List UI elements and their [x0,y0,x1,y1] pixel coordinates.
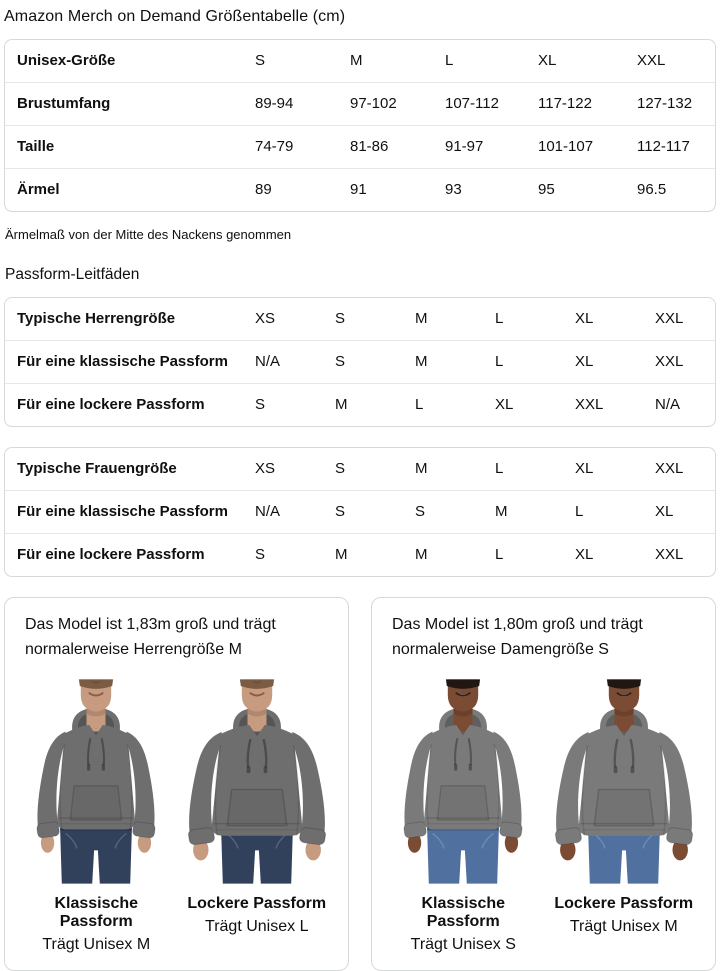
female-loose-fit [547,674,702,954]
fit-label: Klassische Passform [421,894,506,930]
size-cell: S [255,383,335,426]
table-row-sleeve [5,168,715,211]
row-label: Für eine klassische Passform [5,340,255,383]
size-cell: L [575,490,655,533]
wears-size-label: Trägt Unisex L [205,917,309,935]
size-cell: XL [575,340,655,383]
value-cell: 89 [255,168,350,211]
size-cell: L [415,383,495,426]
value-cell: 89-94 [255,82,350,125]
row-label: Typische Herrengröße [17,310,176,327]
table-row-unisex-size [5,40,715,82]
male-model-card [4,597,349,971]
size-cell: S [255,52,266,69]
size-cell: XS [255,310,276,327]
size-cell: M [495,490,575,533]
size-cell: XXL [655,460,684,477]
size-cell: XXL [637,52,666,69]
value-cell: 81-86 [350,125,445,168]
value-cell: 93 [445,168,538,211]
size-cell: S [335,460,346,477]
row-label: Taille [5,125,255,168]
table-row-loose-fit [5,383,715,426]
fit-label: Lockere Passform [187,894,327,912]
size-cell: L [495,310,504,327]
row-label: Für eine lockere Passform [5,533,255,576]
value-cell: 91 [350,168,445,211]
size-cell: S [255,533,335,576]
fit-guides-heading: Passform-Leitfäden [5,266,140,283]
size-cell: L [495,460,504,477]
sleeve-measure-note: Ärmelmaß von der Mitte des Nackens genommen [5,227,292,242]
wears-size-label: Trägt Unisex S [410,935,516,953]
value-cell: 117-122 [538,82,637,125]
size-cell: M [350,52,363,69]
size-cell: XXL [575,383,655,426]
male-classic-fit [19,674,174,954]
page-title: Amazon Merch on Demand Größentabelle (cm) [4,8,346,25]
size-cell: M [415,310,428,327]
table-row-typical-mens-size [5,298,715,340]
size-cell: N/A [255,340,335,383]
size-cell: XL [655,490,715,533]
size-cell: S [415,490,495,533]
row-label: Unisex-Größe [17,52,116,69]
size-cell: S [335,490,415,533]
female-classic-fit [386,674,541,954]
fit-label: Klassische Passform [54,894,139,930]
wears-size-label: Trägt Unisex M [42,935,151,953]
value-cell: 127-132 [637,82,715,125]
value-cell: 74-79 [255,125,350,168]
size-cell: XL [495,383,575,426]
wears-size-label: Trägt Unisex M [569,917,678,935]
size-cell: XL [575,310,594,327]
size-cell: XXL [655,310,684,327]
table-row-chest [5,82,715,125]
size-cell: M [415,460,428,477]
unisex-size-table [4,39,716,212]
row-label: Brustumfang [5,82,255,125]
size-cell: XL [538,52,557,69]
male-loose-fit-photo [181,674,333,889]
female-classic-fit-photo [387,674,539,889]
size-cell: XXL [655,533,715,576]
model-cards [4,597,716,971]
size-cell: L [445,52,454,69]
size-cell: M [335,533,415,576]
size-cell: M [415,533,495,576]
fit-label: Lockere Passform [554,894,694,912]
table-row-waist [5,125,715,168]
model-description: Das Model ist 1,80m groß und trägt normalerweise Damengröße S [392,616,643,658]
mens-fit-table [4,297,716,427]
size-cell: N/A [255,490,335,533]
size-cell: S [335,310,346,327]
row-label: Für eine klassische Passform [5,490,255,533]
value-cell: 97-102 [350,82,445,125]
size-cell: L [495,340,575,383]
table-row-classic-fit [5,340,715,383]
size-cell: M [335,383,415,426]
size-cell: XL [575,533,655,576]
male-classic-fit-photo [20,674,172,889]
size-cell: N/A [655,383,715,426]
row-label: Für eine lockere Passform [5,383,255,426]
value-cell: 95 [538,168,637,211]
table-row-classic-fit [5,490,715,533]
size-cell: L [495,533,575,576]
row-label: Typische Frauengröße [17,460,177,477]
value-cell: 101-107 [538,125,637,168]
value-cell: 112-117 [637,125,715,168]
female-loose-fit-photo [548,674,700,889]
female-model-card [371,597,716,971]
value-cell: 107-112 [445,82,538,125]
table-row-typical-womens-size [5,448,715,490]
value-cell: 91-97 [445,125,538,168]
table-row-loose-fit [5,533,715,576]
womens-fit-table [4,447,716,577]
size-cell: M [415,340,495,383]
size-cell: XXL [655,340,715,383]
size-cell: XL [575,460,594,477]
row-label: Ärmel [5,168,255,211]
size-cell: XS [255,460,276,477]
value-cell: 96.5 [637,168,715,211]
male-loose-fit [180,674,335,954]
model-description: Das Model ist 1,83m groß und trägt normalerweise Herrengröße M [25,616,276,658]
size-cell: S [335,340,415,383]
